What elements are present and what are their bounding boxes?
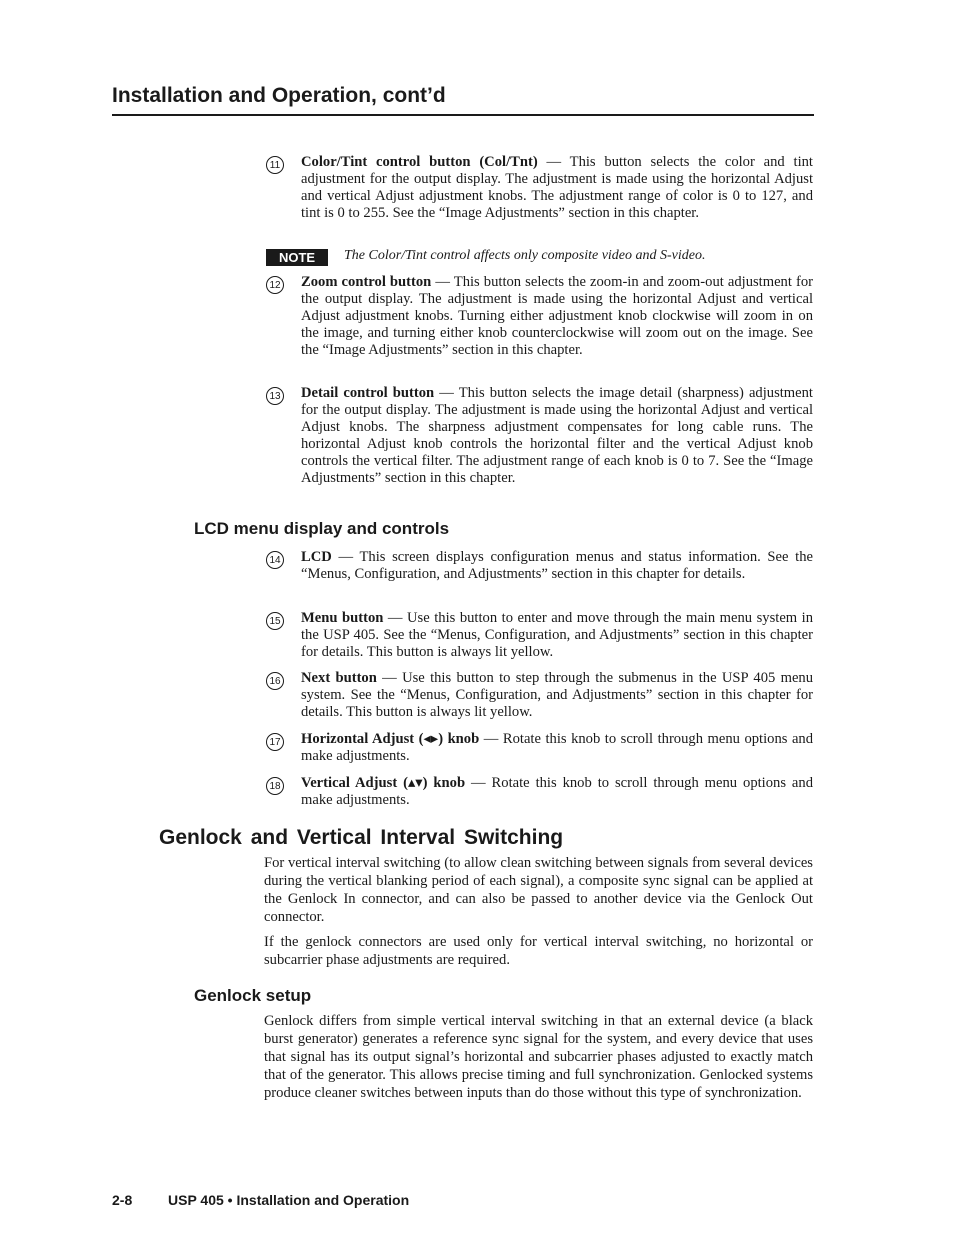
item-text: Use this button to enter and move through the main menu system in the USP 405. See the “Menus, Configuration, and Adjustments” section in this chapter for details. This button is always lit yellow. <box>301 610 814 660</box>
item-dash: — <box>376 670 403 686</box>
item-dash: — <box>383 610 408 626</box>
item-menu-button <box>301 610 813 661</box>
callout-number-17: 17 <box>266 733 284 751</box>
note-badge: NOTE <box>266 249 328 266</box>
callout-number-11: 11 <box>266 156 284 174</box>
item-dash: — <box>434 385 459 401</box>
item-lead: Horizontal Adjust (◂▸) knob <box>301 731 480 747</box>
item-next-button <box>301 670 813 721</box>
footer-title: USP 405 • Installation and Operation <box>168 1192 410 1208</box>
callout-number-12: 12 <box>266 276 284 294</box>
header-rule <box>112 114 814 116</box>
item-lead: Menu button <box>301 610 384 626</box>
item-text: This button selects the zoom-in and zoom-out adjustment for the output display. The adjustment is made using the horizontal Adjust and vertical Adjust adjustment knobs. Turning either adjustment knob clockwise will zoom in on the image, and turning either knob counterclockwise will zoom out on the image. See the “Image Adjustments” section in this chapter. <box>301 274 813 358</box>
item-lead: Zoom control button <box>301 274 432 290</box>
callout-number-13: 13 <box>266 387 284 405</box>
callout-number-14: 14 <box>266 551 284 569</box>
section-heading-genlock: Genlock and Vertical Interval Switching <box>159 826 564 849</box>
genlock-paragraph-2: If the genlock connectors are used only for vertical interval switching, no horizontal or subcarrier phase adjustments are required. <box>264 934 813 968</box>
item-color-tint-button <box>301 154 813 222</box>
page-number: 2-8 <box>112 1192 133 1208</box>
item-dash: — <box>479 731 503 747</box>
item-dash: — <box>465 775 492 791</box>
item-lead: Next button <box>301 670 377 686</box>
item-lead: LCD <box>301 549 332 565</box>
item-text: This button selects the image detail (sharpness) adjustment for the output display. The adjustment is made using the horizontal Adjust and vertical Adjust knobs. The sharpness adjustment compensates for long cable runs. The horizontal Adjust knob controls the horizontal filter and the vertical Adjust knob controls the vertical filter. The adjustment range of each knob is 0 to 7. See the “Image Adjustments” section in this chapter. <box>301 385 813 486</box>
item-text: Rotate this knob to scroll through menu options and make adjustments. <box>301 775 814 808</box>
item-dash: — <box>431 274 454 290</box>
item-detail-button <box>301 385 813 487</box>
page-footer <box>112 1192 409 1208</box>
callout-number-16: 16 <box>266 672 284 690</box>
item-text: Rotate this knob to scroll through menu options and make adjustments. <box>301 731 814 764</box>
item-lead: Vertical Adjust (▴▾) knob <box>301 775 466 791</box>
genlock-paragraph-1: For vertical interval switching (to allow clean switching between signals from several devices during the vertical blanking period of each signal), a composite sync signal can be applied at the Genlock In connector, and can also be passed to another device via the Genlock Out connector. <box>264 855 813 925</box>
callout-number-15: 15 <box>266 612 284 630</box>
note-text: The Color/Tint control affects only composite video and S-video. <box>344 248 706 263</box>
item-text: This button selects the color and tint adjustment for the output display. The adjustment is made using the horizontal Adjust and vertical Adjust adjustment knobs. The adjustment range of color is 0 to 127, and tint is 0 to 255. See the “Image Adjustments” section in this chapter. <box>301 154 813 221</box>
section-heading-lcd: LCD menu display and controls <box>194 519 450 538</box>
item-text: Use this button to step through the submenus in the USP 405 menu system. See the “Menus, Configuration, and Adjustments” section in this chapter for details. This button is always lit yellow. <box>301 670 814 720</box>
page-header-title: Installation and Operation, cont’d <box>112 84 446 107</box>
item-lead: Color/Tint control button (Col/Tnt) <box>301 154 538 170</box>
callout-number-18: 18 <box>266 777 284 795</box>
item-vertical-adjust-knob <box>301 775 813 809</box>
item-horizontal-adjust-knob <box>301 731 813 765</box>
section-heading-genlock-setup: Genlock setup <box>194 986 312 1005</box>
item-dash: — <box>537 154 570 170</box>
item-text: This screen displays configuration menus and status information. See the “Menus, Configuration, and Adjustments” section in this chapter for details. <box>301 549 813 582</box>
item-dash: — <box>331 549 360 565</box>
item-lcd <box>301 549 813 583</box>
item-zoom-button <box>301 274 813 359</box>
genlock-setup-paragraph: Genlock differs from simple vertical interval switching in that an external device (a black burst generator) generates a reference sync signal for the system, and every device that uses that signal has its output signal’s horizontal and subcarrier phases adjusted to exactly match that of the generator. This allows precise timing and full synchronization. Genlocked systems produce cleaner switches between inputs than do those without this type of synchronization. <box>264 1013 813 1101</box>
item-lead: Detail control button <box>301 385 435 401</box>
